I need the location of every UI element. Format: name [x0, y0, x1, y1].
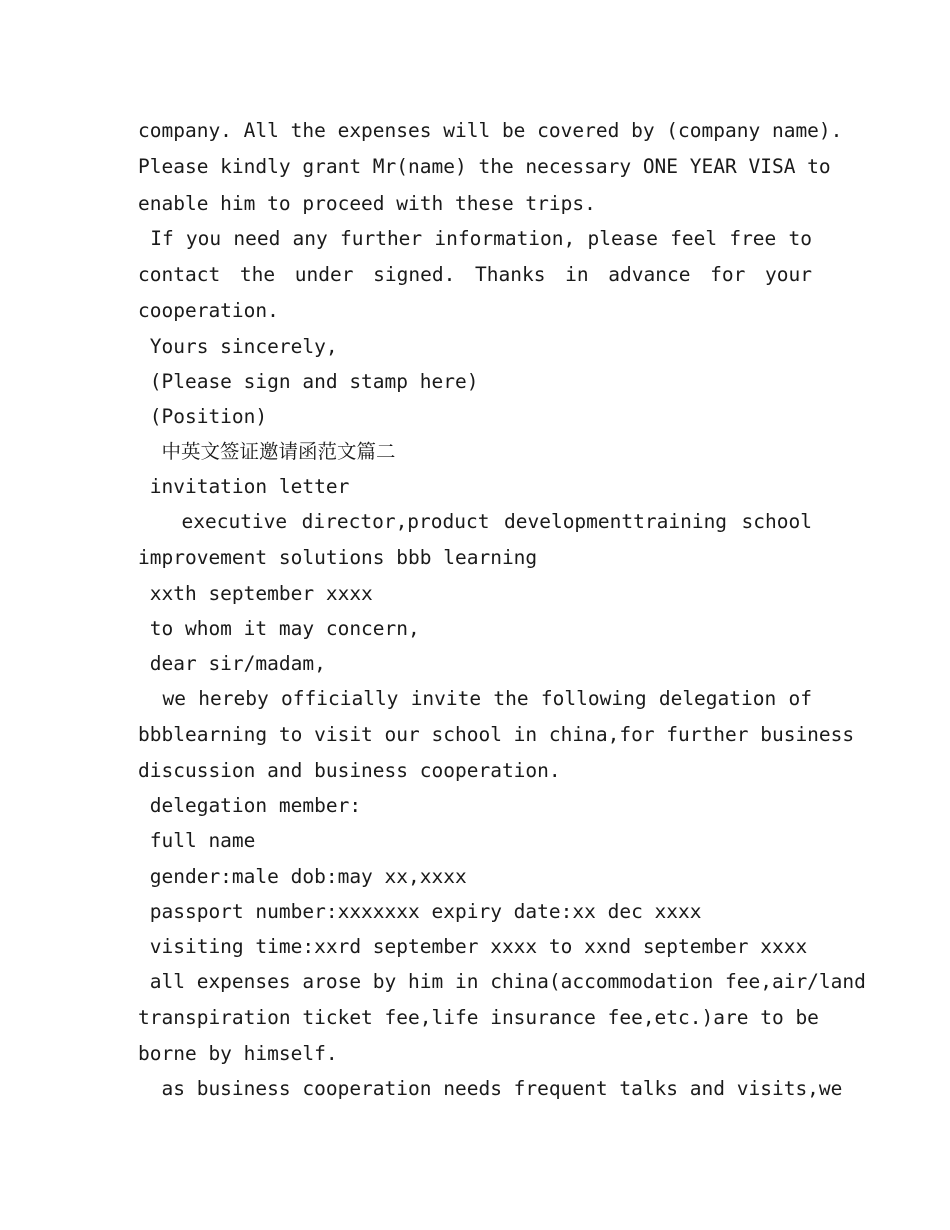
text-line: enable him to proceed with these trips.: [138, 192, 596, 215]
text-line: delegation member:: [138, 794, 362, 817]
text-line: Please kindly grant Mr(name) the necessary ONE YEAR VISA to: [138, 155, 831, 178]
position-placeholder: (Position): [138, 405, 268, 428]
text-line: passport number:xxxxxxx expiry date:xx dec xxxx: [138, 900, 702, 923]
text-line: all expenses arose by him in china(accommodation fee,air/land: [138, 970, 866, 993]
text-line: If you need any further information, please feel free to: [138, 227, 812, 250]
text-line: company. All the expenses will be covered by (company name).: [138, 119, 843, 142]
text-line: executive director,product developmenttraining school: [138, 510, 812, 533]
text-line: transpiration ticket fee,life insurance fee,etc.)are to be: [138, 1006, 819, 1029]
text-line: bbblearning to visit our school in china,for further business: [138, 723, 855, 746]
text-line: borne by himself.: [138, 1042, 338, 1065]
closing-line: Yours sincerely,: [138, 335, 338, 358]
text-line: full name: [138, 829, 256, 852]
signature-placeholder: (Please sign and stamp here): [138, 370, 479, 393]
text-line: visiting time:xxrd september xxxx to xxnd september xxxx: [138, 935, 808, 958]
text-line: we hereby officially invite the following delegation of: [138, 687, 812, 710]
text-line: discussion and business cooperation.: [138, 759, 561, 782]
text-line: contact the under signed. Thanks in advance for your: [138, 263, 812, 286]
text-line: to whom it may concern,: [138, 617, 420, 640]
text-line: as business cooperation needs frequent talks and visits,we: [138, 1077, 843, 1100]
text-line: improvement solutions bbb learning: [138, 546, 538, 569]
text-line: invitation letter: [138, 475, 350, 498]
salutation-line: dear sir/madam,: [138, 652, 326, 675]
text-line: cooperation.: [138, 299, 279, 322]
date-line: xxth september xxxx: [138, 582, 373, 605]
section-heading: 中英文签证邀请函范文篇二: [138, 440, 396, 463]
text-line: gender:male dob:may xx,xxxx: [138, 865, 467, 888]
